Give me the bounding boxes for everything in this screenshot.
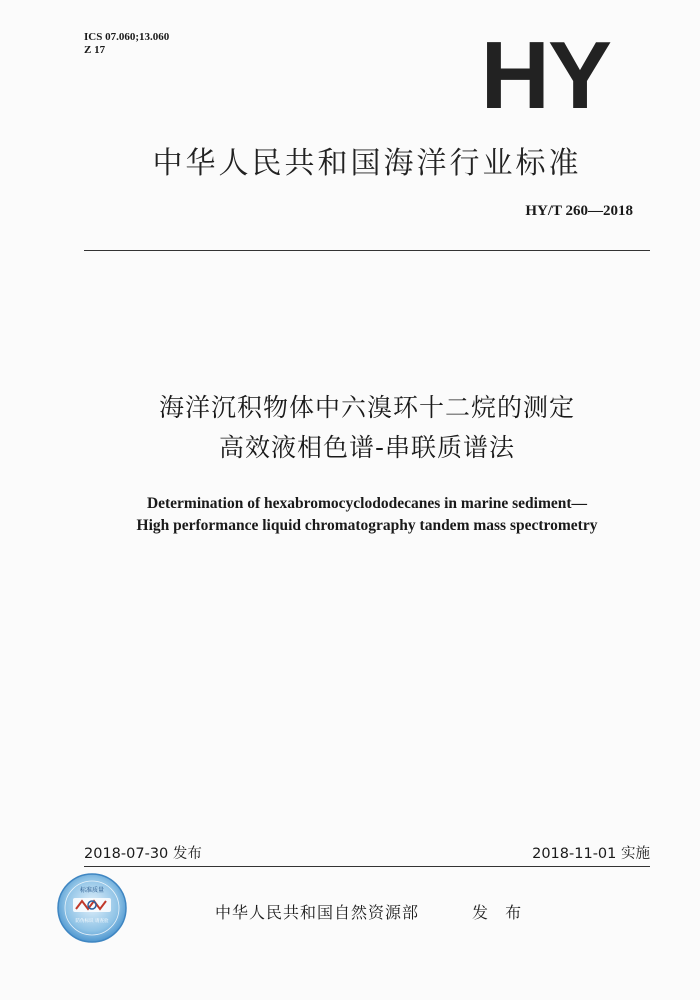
english-title-line-1: Determination of hexabromocyclododecanes in marine sediment— (146, 495, 588, 512)
effective-date: 2018-11-01 实施 (532, 846, 650, 862)
publisher-name: 中华人民共和国自然资源部 (215, 903, 420, 922)
standard-title: 中华人民共和国海洋行业标准 (152, 146, 582, 181)
seal-small-text: 防伪标识 请查验 (75, 919, 109, 924)
top-divider (84, 250, 650, 251)
hy-mark: HY (480, 22, 610, 129)
standard-code: HY/T 260—2018 (525, 203, 633, 219)
ics-code: ICS 07.060;13.060 (84, 31, 170, 43)
standards-verification-seal-icon (56, 872, 128, 944)
english-title-line-2: High performance liquid chromatography tandem mass spectrometry (136, 517, 598, 534)
z-code: Z 17 (84, 44, 106, 56)
chinese-title-line-2: 高效液相色谱-串联质谱法 (218, 433, 516, 462)
chinese-title-line-1: 海洋沉积物体中六溴环十二烷的测定 (158, 393, 575, 422)
ics-classification (84, 31, 169, 57)
seal-main-text: 标准质量 (79, 887, 105, 894)
publish-label: 发 布 (472, 903, 528, 922)
issue-date: 2018-07-30 发布 (84, 846, 202, 862)
bottom-divider (84, 866, 650, 867)
